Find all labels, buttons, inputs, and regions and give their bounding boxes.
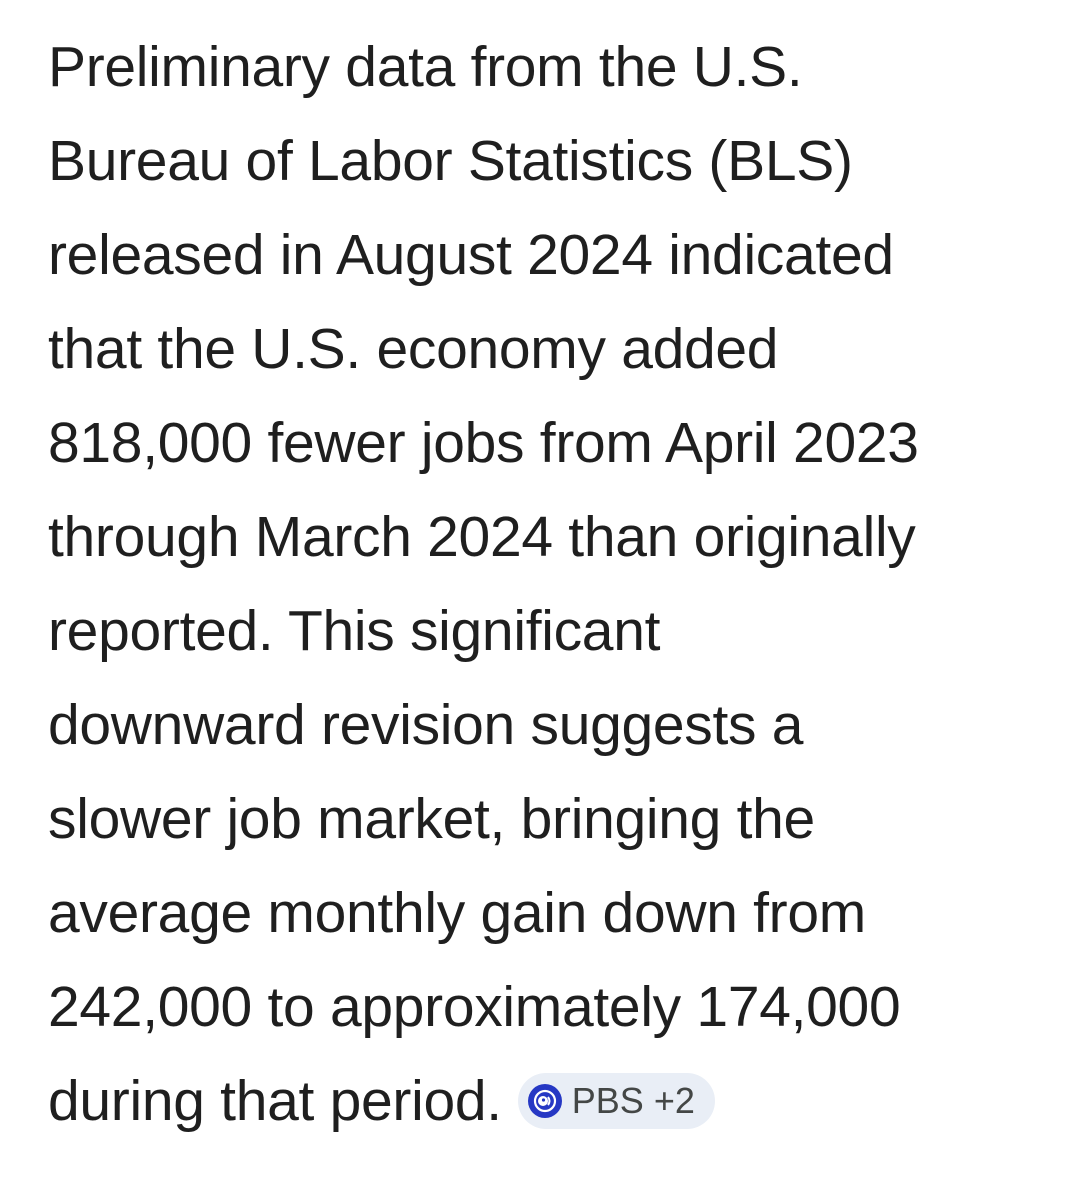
answer-line-10: average monthly gain down from	[48, 881, 866, 945]
ai-answer-paragraph	[48, 20, 1058, 1148]
answer-line-6: through March 2024 than originally	[48, 505, 916, 569]
answer-line-8: downward revision suggests a	[48, 693, 804, 757]
answer-line-12-text: during that period.	[48, 1069, 502, 1133]
answer-line-2: Bureau of Labor Statistics (BLS)	[48, 129, 853, 193]
answer-line-11: 242,000 to approximately 174,000	[48, 975, 901, 1039]
answer-line-7: reported. This significant	[48, 599, 661, 663]
answer-line-3: released in August 2024 indicated	[48, 223, 894, 287]
pbs-logo-icon	[528, 1084, 562, 1118]
answer-line-1: Preliminary data from the U.S.	[48, 35, 803, 99]
answer-line-12	[48, 1054, 1058, 1148]
source-chip-button[interactable]	[518, 1073, 715, 1129]
answer-line-5: 818,000 fewer jobs from April 2023	[48, 411, 919, 475]
answer-line-9: slower job market, bringing the	[48, 787, 815, 851]
answer-line-4: that the U.S. economy added	[48, 317, 779, 381]
source-chip-label: PBS +2	[571, 1080, 695, 1121]
